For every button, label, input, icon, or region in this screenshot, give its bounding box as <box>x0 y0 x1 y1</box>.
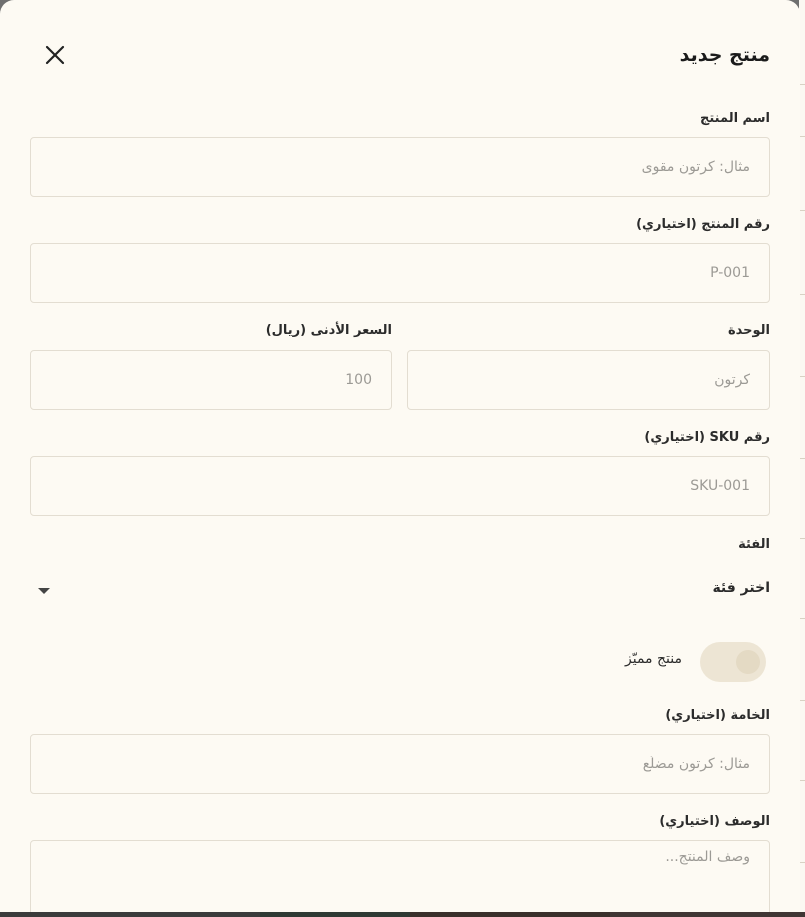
product-number-input[interactable] <box>30 243 770 303</box>
category-label: الفئة <box>738 537 770 552</box>
description-textarea[interactable] <box>30 840 770 912</box>
unit-input[interactable] <box>407 350 770 410</box>
material-input[interactable] <box>30 734 770 794</box>
background-segment <box>0 912 260 917</box>
category-selected-value: اختر فئة <box>712 580 770 596</box>
background-bottom-edge <box>0 912 805 917</box>
min-price-label: السعر الأدنى (ريال) <box>265 323 392 338</box>
sku-input[interactable] <box>30 456 770 516</box>
description-label: الوصف (اختياري) <box>659 814 770 829</box>
sku-label: رقم SKU (اختياري) <box>644 430 770 445</box>
close-button[interactable] <box>42 42 68 68</box>
product-name-input[interactable] <box>30 137 770 197</box>
product-number-label: رقم المنتج (اختياري) <box>636 217 770 232</box>
close-icon <box>42 42 68 68</box>
background-segment <box>410 912 610 917</box>
dialog-title: منتج جديد <box>679 44 770 66</box>
unit-label: الوحدة <box>727 323 770 338</box>
background-segment <box>260 912 410 917</box>
toggle-knob <box>736 650 760 674</box>
min-price-input[interactable] <box>30 350 392 410</box>
featured-toggle[interactable] <box>700 642 766 682</box>
featured-toggle-row <box>366 640 766 684</box>
background-segment <box>610 912 805 917</box>
product-name-label: اسم المنتج <box>700 111 770 126</box>
material-label: الخامة (اختياري) <box>665 708 770 723</box>
category-select[interactable] <box>30 572 770 610</box>
caret-down-icon <box>38 588 50 594</box>
featured-toggle-label: منتج مميّز <box>625 651 682 667</box>
dialog-header <box>30 38 770 78</box>
